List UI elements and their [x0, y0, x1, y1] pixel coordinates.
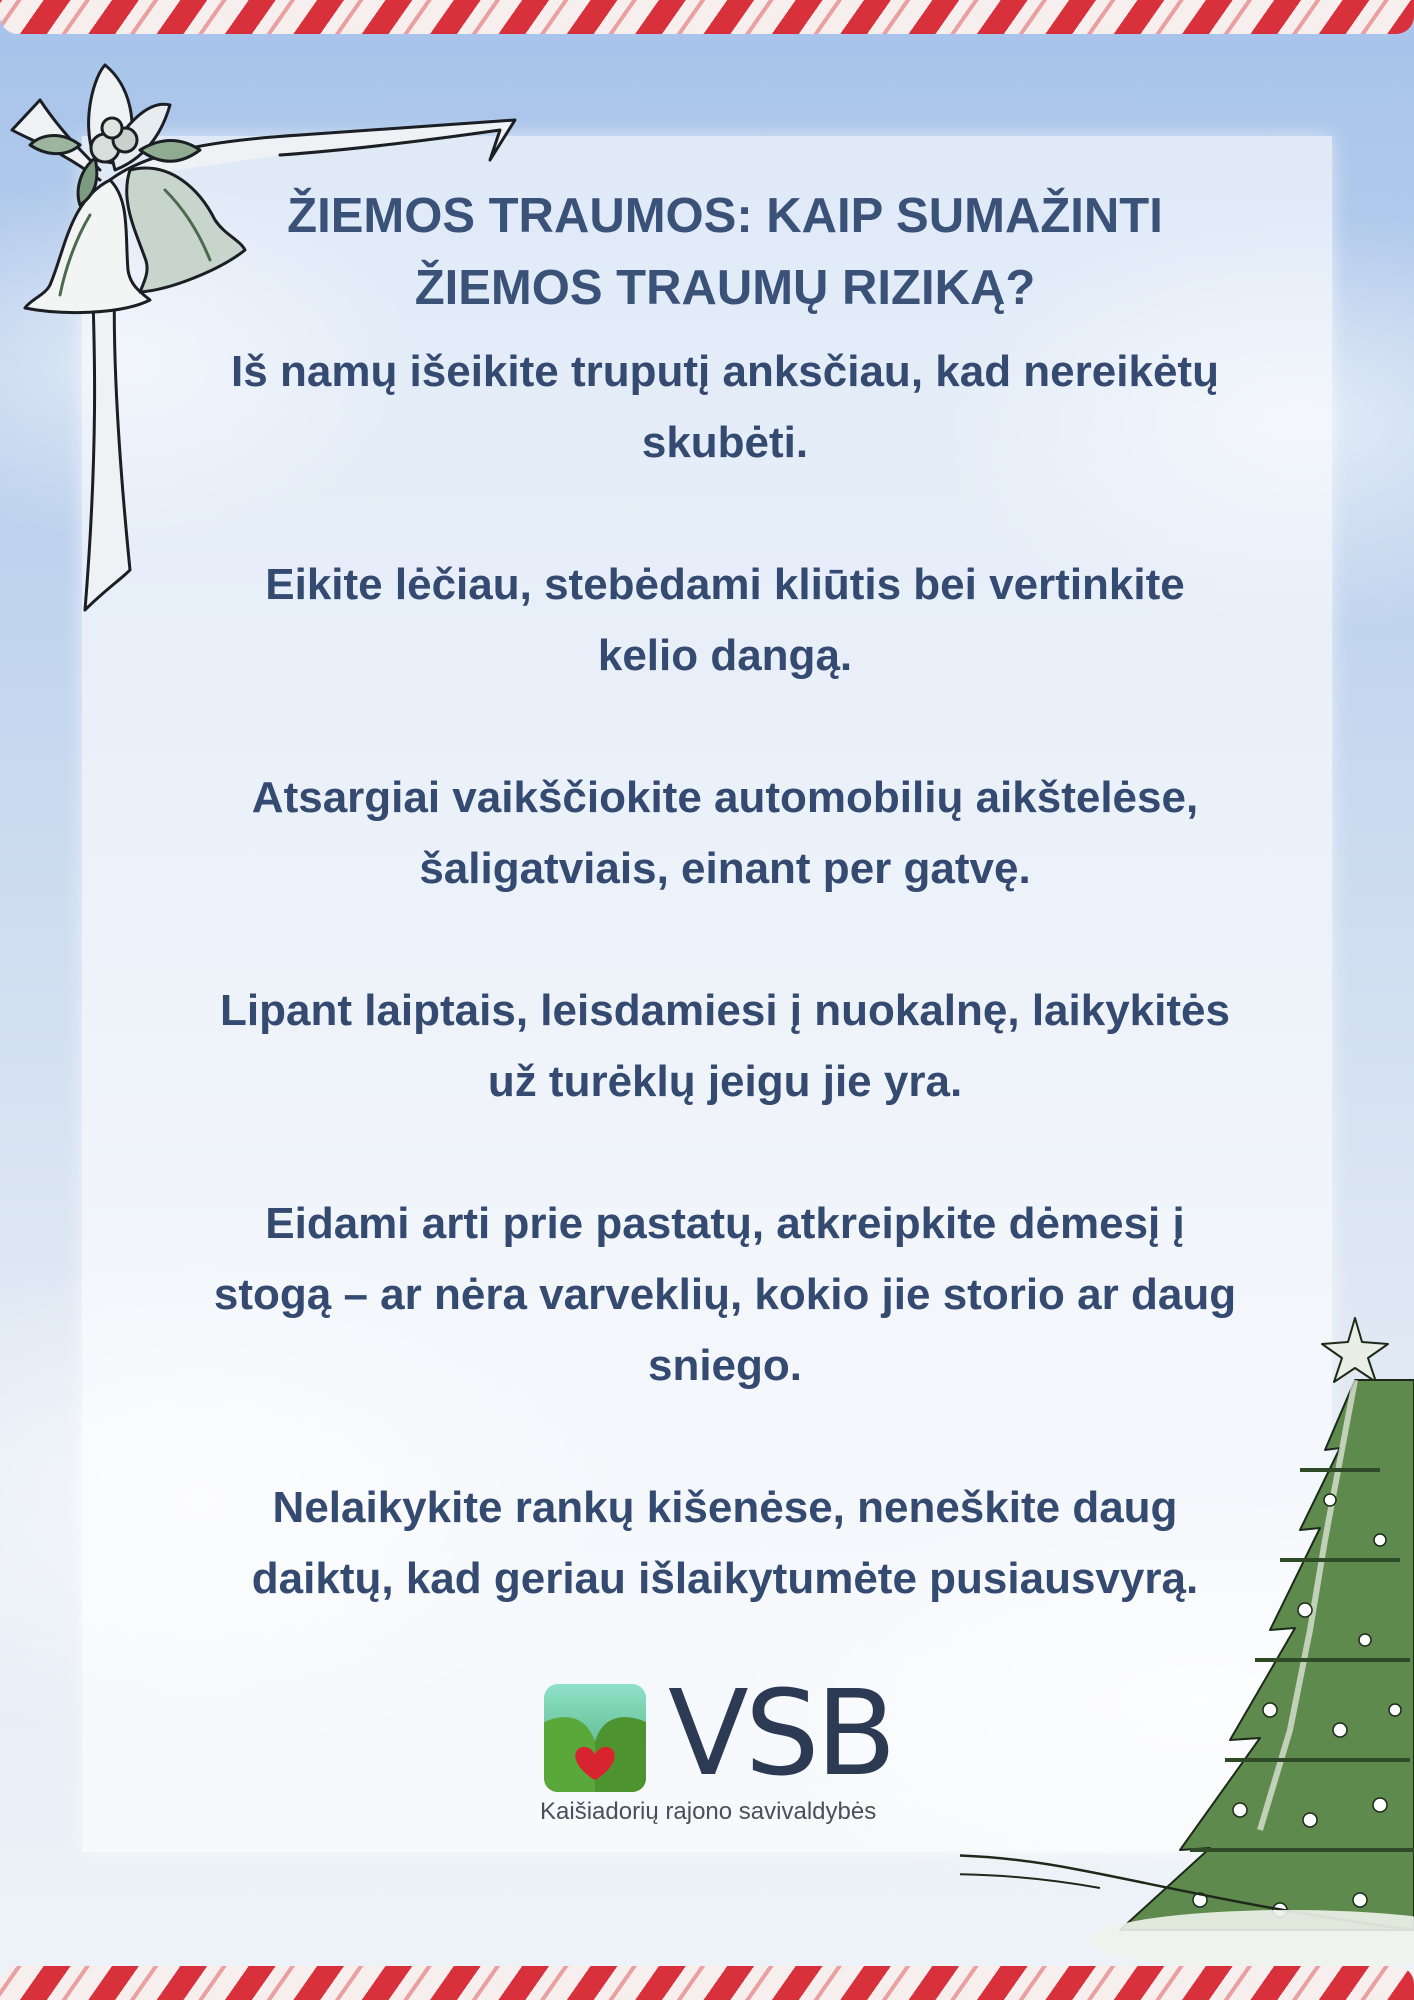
poster-content	[150, 180, 1300, 1614]
tip-5: Eidami arti prie pastatų, atkreipkite dėmesį į stogą – ar nėra varveklių, kokio jie storio ar daug sniego.	[213, 1199, 1237, 1390]
title-line-2: ŽIEMOS TRAUMŲ RIZIKĄ?	[414, 261, 1036, 315]
vsb-logo	[540, 1664, 920, 1830]
poster-title	[150, 180, 1300, 324]
tip-3: Atsargiai vaikščiokite automobilių aikštelėse, šaligatviais, einant per gatvę.	[251, 773, 1199, 893]
tip-6: Nelaikykite rankų kišenėse, neneškite daug daiktų, kad geriau išlaikytumėte pusiausvyrą.	[251, 1483, 1199, 1603]
vsb-logo-mark-icon	[542, 1682, 648, 1794]
candy-cane-stripe-bottom	[0, 1966, 1414, 2000]
title-line-1: ŽIEMOS TRAUMOS: KAIP SUMAŽINTI	[287, 189, 1163, 243]
vsb-logo-letters: VSB	[668, 1664, 893, 1802]
tip-2: Eikite lėčiau, stebėdami kliūtis bei vertinkite kelio dangą.	[265, 560, 1185, 680]
tip-4: Lipant laiptais, leisdamiesi į nuokalnę, laikykitės už turėklų jeigu jie yra.	[220, 986, 1230, 1106]
vsb-logo-subtitle: Kaišiadorių rajono savivaldybės	[540, 1798, 877, 1825]
tip-1: Iš namų išeikite truputį anksčiau, kad nereikėtų skubėti.	[231, 347, 1219, 467]
candy-cane-stripe-top	[0, 0, 1414, 34]
